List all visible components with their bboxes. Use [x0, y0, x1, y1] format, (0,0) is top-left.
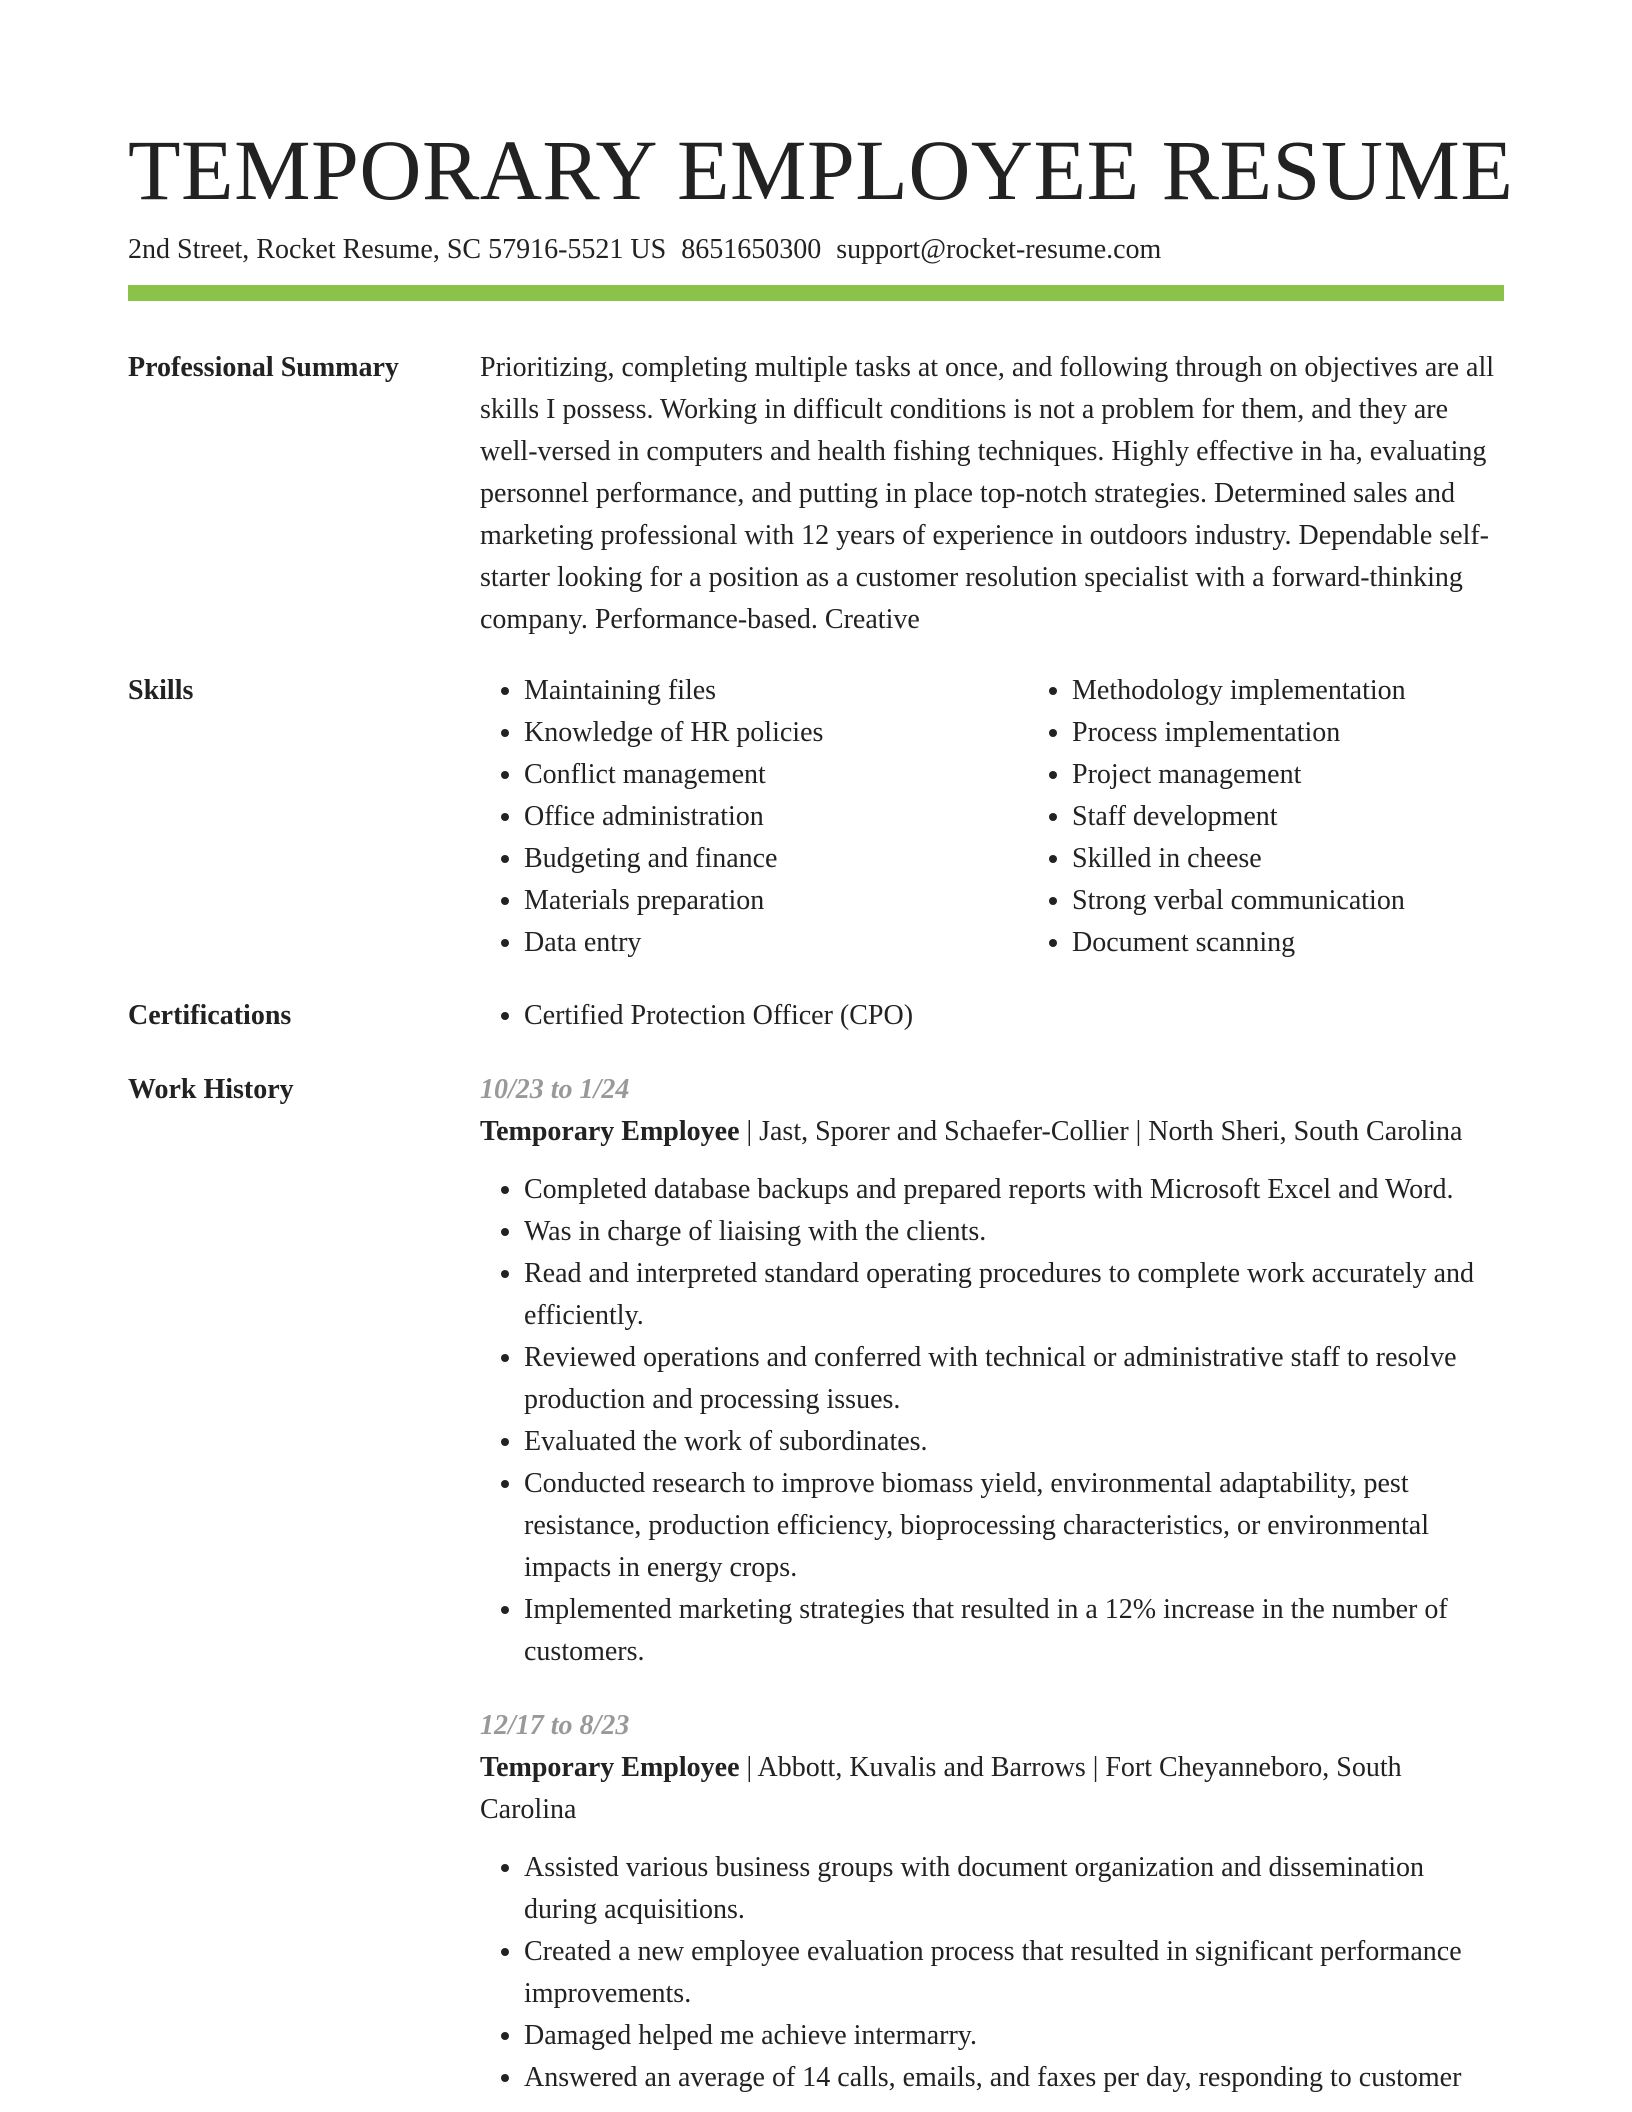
job-entry — [480, 1705, 1504, 2099]
job-bullet: • Assisted various business groups with document organization and dissemination during acquisitions. — [524, 1847, 1504, 1931]
skills-list-right — [1028, 670, 1592, 964]
job-heading — [480, 1747, 1504, 1831]
work-history-heading: Work History — [128, 1074, 294, 1105]
job-details: | Abbott, Kuvalis and Barrows | Fort Cheyanneboro, South Carolina — [480, 1752, 1402, 1825]
skills-heading: Skills — [128, 675, 194, 706]
contact-phone: 8651650300 — [681, 234, 822, 265]
job-bullet: • Was in charge of liaising with the clients. — [524, 1211, 1504, 1253]
contact-address: 2nd Street, Rocket Resume, SC 57916-5521 US — [128, 234, 667, 265]
certifications-list — [480, 995, 1504, 1037]
summary-heading: Professional Summary — [128, 352, 399, 383]
job-details: | Jast, Sporer and Schaefer-Collier | North Sheri, South Carolina — [739, 1116, 1463, 1147]
skill-item: • Project management — [1072, 754, 1592, 796]
skill-item: • Process implementation — [1072, 712, 1592, 754]
skill-item: • Staff development — [1072, 796, 1592, 838]
job-role: Temporary Employee — [480, 1116, 740, 1147]
job-bullet: • Conducted research to improve biomass yield, environmental adaptability, pest resistance, production efficiency, bioprocessing characteristics, or environmental impacts in energy crops. — [524, 1463, 1504, 1589]
skill-item: • Skilled in cheese — [1072, 838, 1592, 880]
job-entry — [480, 1069, 1504, 1673]
skill-item: • Strong verbal communication — [1072, 880, 1592, 922]
skill-item: • Methodology implementation — [1072, 670, 1592, 712]
skill-item: • Budgeting and finance — [524, 838, 984, 880]
skill-item: • Office administration — [524, 796, 984, 838]
job-bullet: • Reviewed operations and conferred with technical or administrative staff to resolve production and processing issues. — [524, 1337, 1504, 1421]
skill-item: • Maintaining files — [524, 670, 984, 712]
job-bullet: • Damaged helped me achieve intermarry. — [524, 2015, 1504, 2057]
skill-item: • Conflict management — [524, 754, 984, 796]
job-bullets — [480, 1847, 1504, 2099]
skills-list-left — [480, 670, 984, 964]
job-bullet: • Completed database backups and prepared reports with Microsoft Excel and Word. — [524, 1169, 1504, 1211]
summary-text: Prioritizing, completing multiple tasks at once, and following through on objectives are all skills I possess. Working in difficult conditions is not a problem for them, and they are well-versed in computers and health fishing techniques. Highly effective in ha, evaluating personnel performance, and putting in place top-notch strategies. Determined sales and marketing professional with 12 years of experience in outdoors industry. Dependable self-starter looking for a position as a customer resolution specialist with a forward-thinking company. Performance-based. Creative — [480, 352, 1495, 635]
certification-item: • Certified Protection Officer (CPO) — [524, 995, 1504, 1037]
job-dates: 10/23 to 1/24 — [480, 1074, 630, 1105]
job-dates: 12/17 to 8/23 — [480, 1710, 630, 1741]
job-bullet: • Evaluated the work of subordinates. — [524, 1421, 1504, 1463]
resume-title: TEMPORARY EMPLOYEE RESUME — [128, 122, 1514, 218]
skill-item: • Knowledge of HR policies — [524, 712, 984, 754]
skill-item: • Materials preparation — [524, 880, 984, 922]
job-bullets — [480, 1169, 1504, 1673]
job-bullet: • Implemented marketing strategies that resulted in a 12% increase in the number of customers. — [524, 1589, 1504, 1673]
job-bullet: • Answered an average of 14 calls, emails, and faxes per day, responding to customer — [524, 2057, 1504, 2099]
header-divider — [128, 285, 1504, 301]
job-bullet: • Created a new employee evaluation process that resulted in significant performance improvements. — [524, 1931, 1504, 2015]
certifications-heading: Certifications — [128, 1000, 292, 1031]
contact-email: support@rocket-resume.com — [836, 234, 1162, 265]
skill-item: • Data entry — [524, 922, 984, 964]
job-role: Temporary Employee — [480, 1752, 740, 1783]
contact-line — [128, 230, 1161, 270]
job-heading — [480, 1111, 1504, 1153]
skill-item: • Document scanning — [1072, 922, 1592, 964]
job-bullet: • Read and interpreted standard operating procedures to complete work accurately and efficiently. — [524, 1253, 1504, 1337]
